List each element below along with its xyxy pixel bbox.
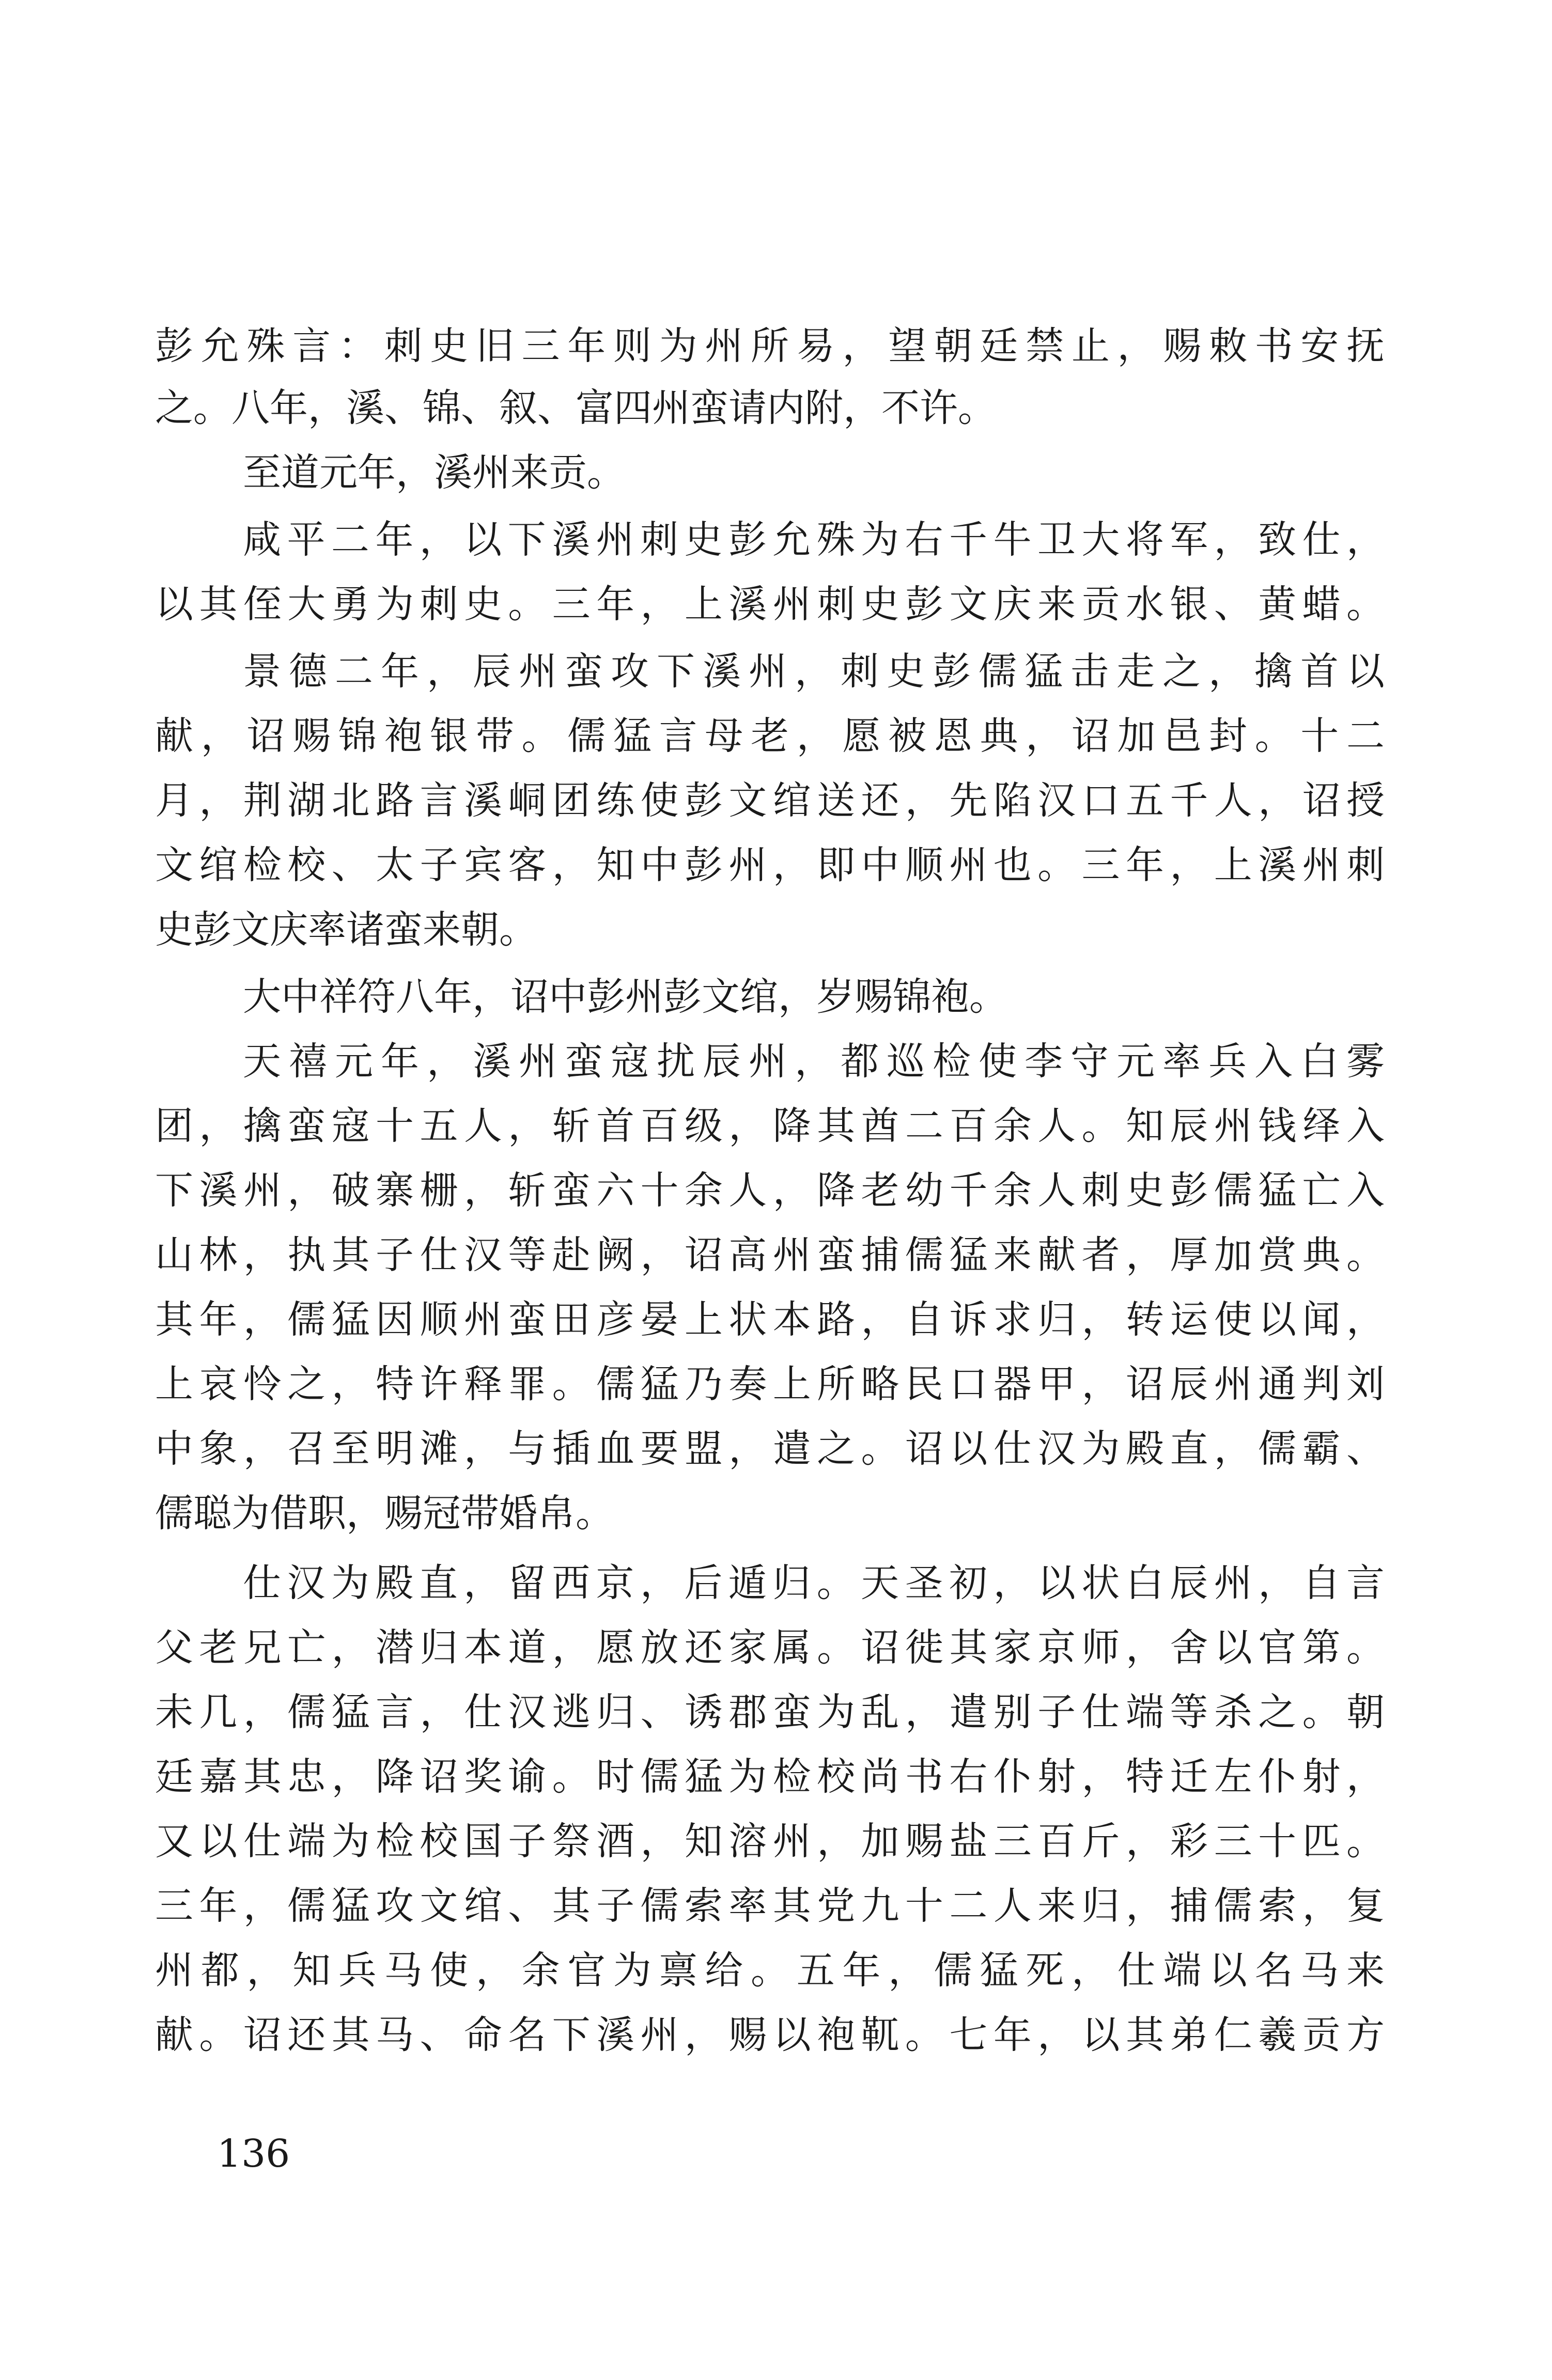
page-number: 136 [217, 2132, 290, 2176]
text-line: 史彭文庆率诸蛮来朝。 [155, 907, 537, 952]
text-line: 以其侄大勇为刺史。三年，上溪州刺史彭文庆来贡水银、黄蜡。 [155, 582, 1385, 627]
text-line: 月，荆湖北路言溪峒团练使彭文绾送还，先陷汉口五千人，诏授 [155, 778, 1385, 823]
text-line: 之。八年，溪、锦、叙、富四州蛮请内附，不许。 [155, 386, 996, 430]
text-line: 其年，儒猛因顺州蛮田彦晏上状本路，自诉求归，转运使以闻， [155, 1297, 1385, 1342]
text-line: 天禧元年，溪州蛮寇扰辰州，都巡检使李守元率兵入白雾 [243, 1039, 1385, 1084]
text-line: 父老兄亡，潜归本道，愿放还家属。诏徙其家京师，舍以官第。 [155, 1625, 1385, 1670]
text-line: 未几，儒猛言，仕汉逃归、诱郡蛮为乱，遣别子仕端等杀之。朝 [155, 1690, 1385, 1734]
text-line: 廷嘉其忠，降诏奖谕。时儒猛为检校尚书右仆射，特迁左仆射， [155, 1755, 1385, 1799]
text-line: 献，诏赐锦袍银带。儒猛言母老，愿被恩典，诏加邑封。十二 [155, 714, 1385, 758]
text-line: 州都，知兵马使，余官为禀给。五年，儒猛死，仕端以名马来 [155, 1948, 1385, 1993]
text-line: 山林，执其子仕汉等赴阙，诏高州蛮捕儒猛来献者，厚加赏典。 [155, 1233, 1385, 1277]
text-line: 献。诏还其马、命名下溪州，赐以袍靰。七年，以其弟仁羲贡方 [155, 2013, 1385, 2057]
text-line: 彭允殊言：刺史旧三年则为州所易，望朝廷禁止，赐敕书安抚 [155, 324, 1385, 368]
text-line: 三年，儒猛攻文绾、其子儒索率其党九十二人来归，捕儒索，复 [155, 1884, 1385, 1928]
text-line: 下溪州，破寨栅，斩蛮六十余人，降老幼千余人刺史彭儒猛亡入 [155, 1168, 1385, 1213]
text-line: 上哀怜之，特许释罪。儒猛乃奏上所略民口器甲，诏辰州通判刘 [155, 1362, 1385, 1406]
text-line: 团，擒蛮寇十五人，斩首百级，降其酋二百余人。知辰州钱绎入 [155, 1104, 1385, 1148]
text-line: 景德二年，辰州蛮攻下溪州，刺史彭儒猛击走之，擒首以 [243, 649, 1385, 694]
text-line: 文绾检校、太子宾客，知中彭州，即中顺州也。三年，上溪州刺 [155, 843, 1385, 887]
text-line: 咸平二年，以下溪州刺史彭允殊为右千牛卫大将军，致仕， [243, 518, 1385, 562]
text-line: 儒聪为借职，赐冠带婚帛。 [155, 1491, 614, 1536]
text-line: 中象，召至明滩，与插血要盟，遣之。诏以仕汉为殿直，儒霸、 [155, 1427, 1385, 1471]
text-line: 又以仕端为检校国子祭酒，知溶州，加赐盐三百斤，彩三十匹。 [155, 1819, 1385, 1864]
text-line: 仕汉为殿直，留西京，后遁归。天圣初，以状白辰州，自言 [243, 1561, 1385, 1605]
text-line: 大中祥符八年，诏中彭州彭文绾，岁赐锦袍。 [243, 975, 1007, 1019]
text-line: 至道元年，溪州来贡。 [243, 450, 625, 495]
body-text [155, 320, 1385, 2087]
